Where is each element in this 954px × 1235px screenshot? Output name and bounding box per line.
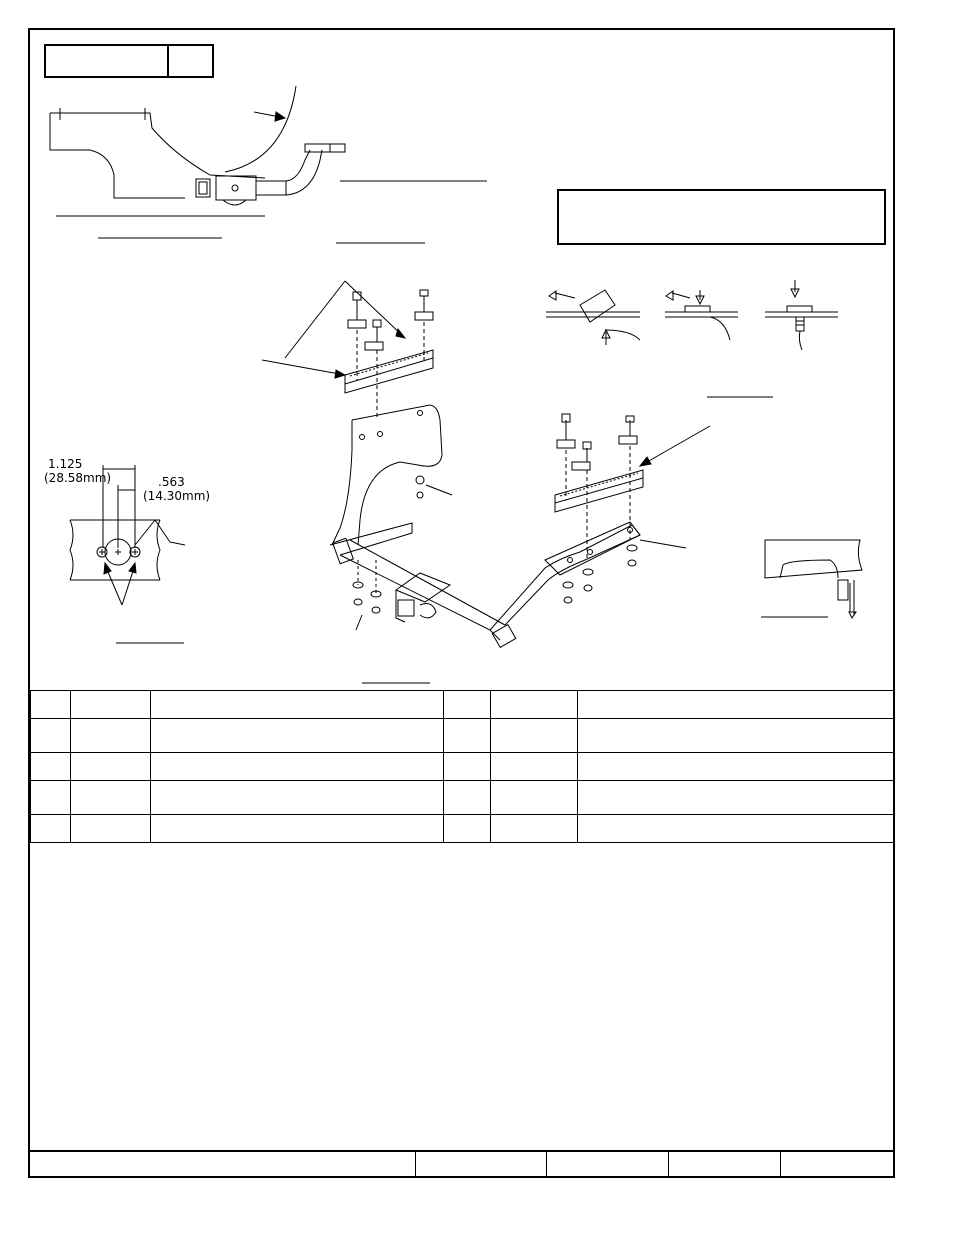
hitch-exploded-view — [262, 281, 710, 647]
table-cell — [71, 719, 151, 753]
table-cell — [31, 815, 71, 843]
dimension-spacing-in: 1.125 — [48, 457, 83, 471]
table-cell — [31, 781, 71, 815]
table-cell — [151, 781, 444, 815]
table-cell — [31, 719, 71, 753]
table-cell — [491, 781, 578, 815]
footer-cell — [30, 1152, 416, 1178]
table-cell — [444, 781, 491, 815]
footer-cell — [781, 1152, 894, 1178]
table-cell — [491, 719, 578, 753]
footer-cell — [669, 1152, 781, 1178]
dimension-offset-mm: (14.30mm) — [143, 489, 211, 503]
side-view-figure — [50, 86, 487, 243]
table-cell — [444, 815, 491, 843]
table-row — [31, 719, 895, 753]
table-cell — [151, 691, 444, 719]
table-cell — [491, 815, 578, 843]
table-cell — [71, 691, 151, 719]
table-cell — [578, 815, 895, 843]
footer-cell — [547, 1152, 669, 1178]
table-cell — [444, 719, 491, 753]
table-cell — [491, 753, 578, 781]
table-cell — [71, 781, 151, 815]
table-cell — [491, 691, 578, 719]
table-cell — [151, 719, 444, 753]
footer-cell — [416, 1152, 547, 1178]
table-cell — [71, 815, 151, 843]
table-cell — [578, 691, 895, 719]
dimension-spacing-mm: (28.58mm) — [44, 471, 112, 485]
dimension-offset-in: .563 — [158, 475, 185, 489]
table-cell — [578, 781, 895, 815]
table-cell — [31, 753, 71, 781]
table-cell — [31, 691, 71, 719]
table-row — [31, 753, 895, 781]
table-row — [31, 815, 895, 843]
table-cell — [444, 753, 491, 781]
table-row — [31, 781, 895, 815]
table-cell — [578, 719, 895, 753]
parts-header-row — [31, 691, 895, 719]
parts-table — [30, 690, 895, 843]
frame-bolt-detail — [761, 540, 862, 618]
table-cell — [71, 753, 151, 781]
install-sequence-detail — [546, 280, 838, 397]
table-cell — [578, 753, 895, 781]
table-cell — [151, 753, 444, 781]
table-cell — [151, 815, 444, 843]
table-cell — [444, 691, 491, 719]
footer-title-block — [30, 1150, 894, 1178]
